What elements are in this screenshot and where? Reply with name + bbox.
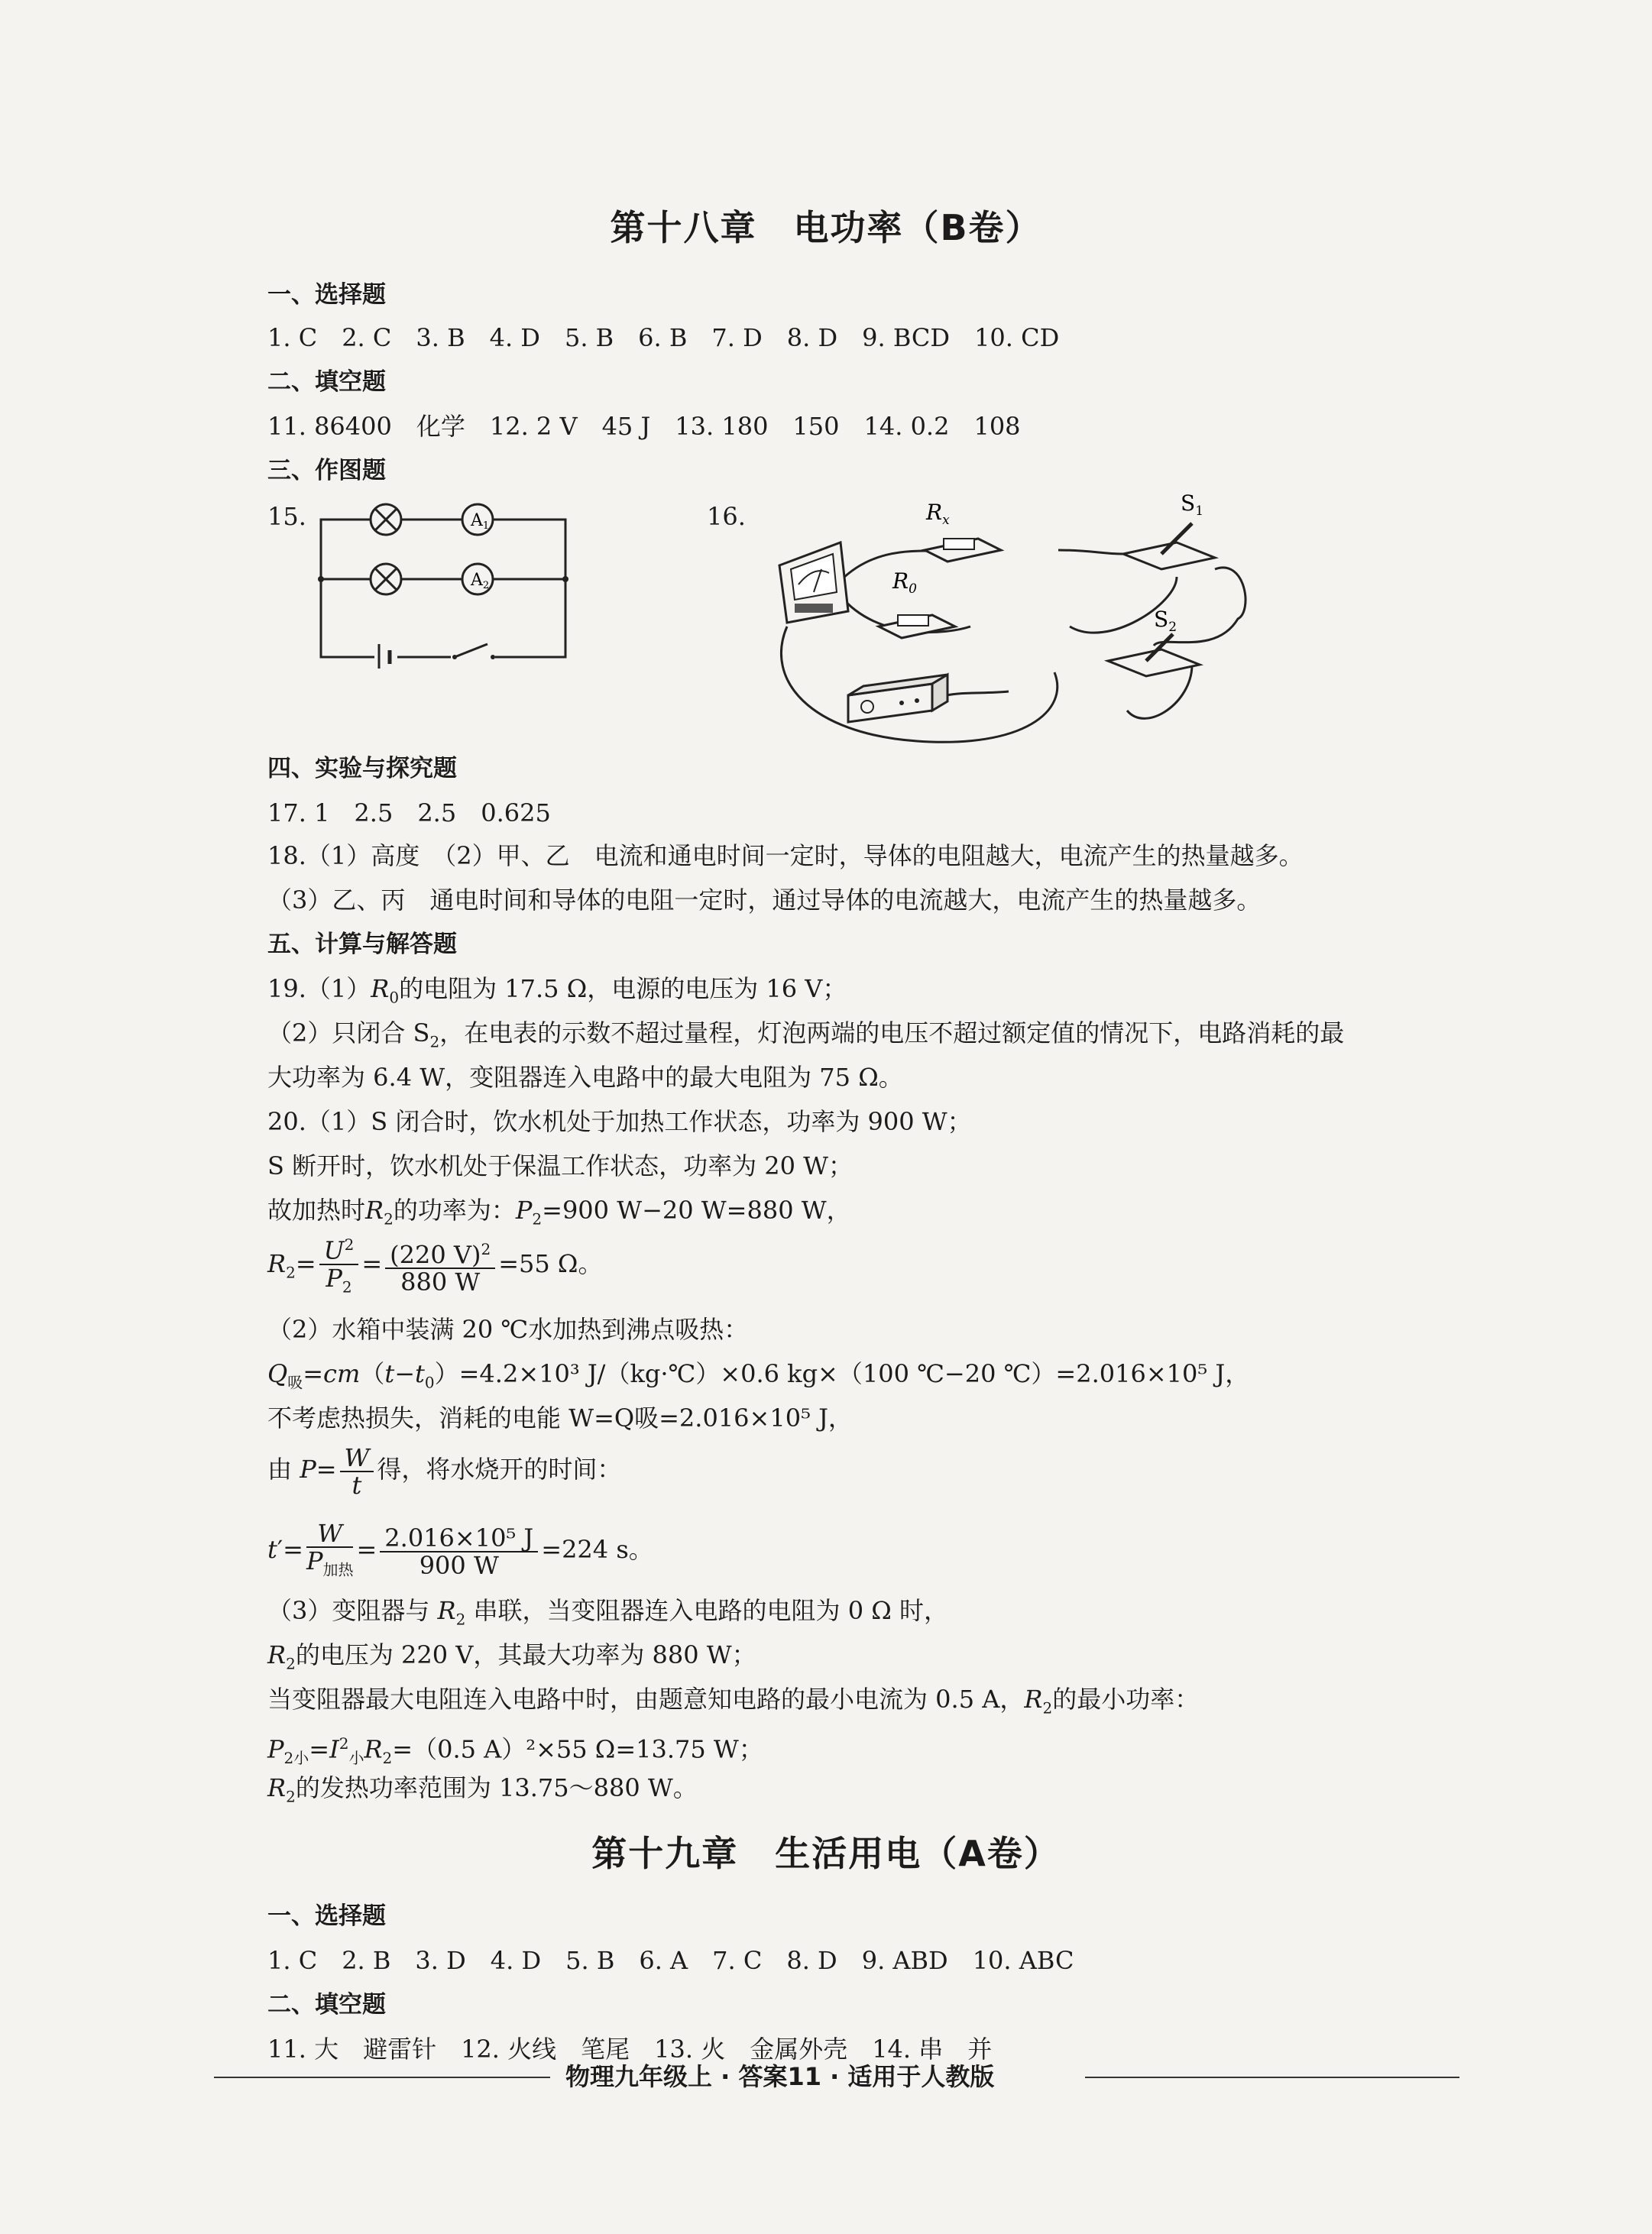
answer-18-line2: （3）乙、丙 通电时间和导体的电阻一定时，通过导体的电流越大，电流产生的热量越多。 [267,886,1262,915]
section-drawing: 三、作图题 [267,457,386,484]
answers-choice: 1. C 2. C 3. B 4. D 5. B 6. B 7. D 8. D 9. BCD 10. CD [267,323,1060,352]
section-choice: 一、选择题 [267,281,386,309]
q15-number: 15. [267,502,306,531]
lamp-icon [371,504,401,535]
answer-20-heat-formula: $Q_吸=cm(t-t_0)=4.2\times 10^3$ J/（kg·℃）×0.6 kg×（100 ℃−20 ℃）=2.016×10⁵ J， [267,1359,1250,1392]
q16-number: 16. [707,502,746,531]
answer-20-line2: S 断开时，饮水机处于保温工作状态，功率为 20 W； [267,1151,854,1180]
resistor-r0-icon [879,568,955,638]
page-footer [0,2061,1652,2092]
answer-20-line5: （2）水箱中装满 20 ℃水加热到沸点吸热： [267,1315,749,1344]
physical-circuit-16 [749,489,1383,749]
battery-icon [374,644,397,669]
ch19-answers-choice: 1. C 2. B 3. D 4. D 5. B 6. A 7. C 8. D 9. ABD 10. ABC [267,1946,1074,1975]
answer-20-part3-line2: $R_2$的电压为 220 V，其最大功率为 880 W； [267,1640,756,1673]
answer-18-line1: 18.（1）高度 （2）甲、乙 电流和通电时间一定时，导体的电阻越大，电流产生的热量越多。 [267,841,1304,870]
svg-text:A1: A1 [471,511,490,532]
section-calculation: 五、计算与解答题 [267,931,457,958]
power-supply-icon [848,675,947,722]
svg-text:Rx: $R_x$ [926,500,950,528]
svg-text:S2: $S_2$ [1154,607,1177,635]
svg-text:S1: $S_1$ [1181,491,1204,519]
meter-icon [779,542,848,623]
answer-20-line1: 20.（1）S 闭合时，饮水机处于加热工作状态，功率为 900 W； [267,1107,972,1136]
ch19-section-choice: 一、选择题 [267,1902,386,1930]
chapter-18-title: 第十八章 电功率（B卷） [610,207,1042,248]
answer-20-part3-line4: $P_{2小}=I^2_小R_2=(0.5$ A）²×55 Ω=13.75 W； [267,1734,763,1768]
chapter-19-title: 第十九章 生活用电（A卷） [591,1833,1061,1874]
answer-20-time-formula: t′= $\frac{W}{P_{加热}}$ = $\frac{\text{2.016×10⁵ J}}{900 W}$ =224 s。 [267,1519,653,1580]
resistor-rx-icon [925,500,1001,562]
ch19-answers-fill: 11. 大 避雷针 12. 火线 笔尾 13. 火 金属外壳 14. 串 并 [267,2035,993,2064]
footer-text: 物理九年级上 · 答案11 · 适用于人教版 [565,2062,995,2091]
answer-19-line3: 大功率为 6.4 W，变阻器连入电路中的最大电阻为 75 Ω。 [267,1063,903,1092]
ammeter-a2-icon [462,564,493,594]
ammeter-a1-icon [462,504,493,535]
answers-fill: 11. 86400 化学 12. 2 V 45 J 13. 180 150 14. 0.2 108 [267,412,1021,441]
answer-20-part3-line3: 当变阻器最大电阻连入电路中时，由题意知电路的最小电流为 0.5 A，$R_2$的最小功率： [267,1685,1200,1718]
answer-20-part3-line1: （3）变阻器与 $R_2$ 串联，当变阻器连入电路的电阻为 0 Ω 时， [267,1596,948,1629]
section-fill: 二、填空题 [267,368,386,396]
answer-20-power-formula: 由 P= $\frac{W}{t}$ 得，将水烧开的时间： [267,1442,622,1500]
ch19-section-fill: 二、填空题 [267,1991,386,2019]
circuit-diagram-15 [313,500,573,669]
svg-text:R0: $R_0$ [892,568,917,597]
switch-s1-icon [1123,491,1215,569]
answer-20-energy: 不考虑热损失，消耗的电能 W=Q吸=2.016×10⁵ J， [267,1404,853,1433]
section-experiment: 四、实验与探究题 [267,755,457,782]
answer-20-line3: 故加热时$R_2$的功率为：$P_2=900$ W−20 W=880 W， [267,1196,851,1229]
switch-icon [451,644,495,660]
answer-17: 17. 1 2.5 2.5 0.625 [267,798,551,827]
answer-20-formula-r2: $R_2=$ $\frac{U^2}{P_2}$ = $\frac{(220 V)^2}{880 W}$ =55 Ω。 [267,1232,602,1300]
answer-19-line1: $19.(1)R_0$的电阻为 17.5 Ω，电源的电压为 16 V； [267,974,847,1007]
lamp-icon [371,564,401,594]
svg-text:A2: A2 [471,571,490,591]
answer-19-line2: （2）只闭合 $S_2$，在电表的示数不超过量程，灯泡两端的电压不超过额定值的情况下，电路消耗的最 [267,1018,1345,1051]
answer-20-part3-line5: $R_2$的发热功率范围为 13.75～880 W。 [267,1773,698,1806]
